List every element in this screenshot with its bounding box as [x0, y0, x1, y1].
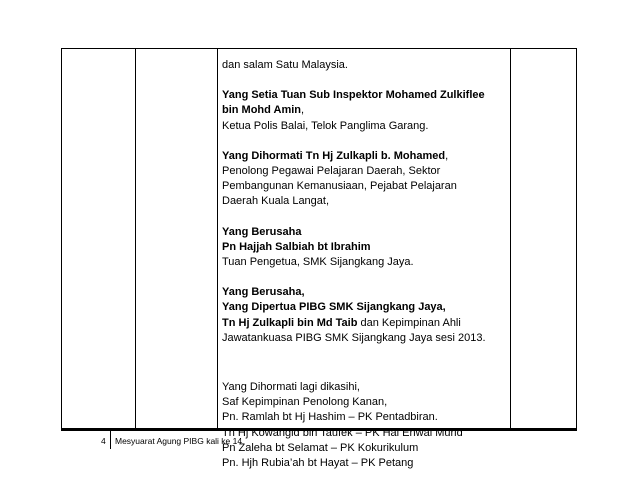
block5-line4: Tn Hj Kowangid bin Taufek – PK Hal Ehwal Murid — [222, 426, 463, 439]
block5-line2: Saf Kepimpinan Penolong Kanan, — [222, 396, 388, 409]
block1-name-suffix: , — [301, 104, 305, 117]
column-divider-1 — [135, 49, 136, 428]
column-divider-2 — [217, 49, 218, 428]
page-number: 4 — [101, 436, 106, 446]
block4-line2: Yang Dipertua PIBG SMK Sijangkang Jaya, — [222, 301, 446, 314]
block4-line1: Yang Berusaha, — [222, 286, 305, 299]
block2-name: Yang Dihormati Tn Hj Zulkapli b. Mohamed — [222, 149, 446, 162]
block1-name: bin Mohd Amin — [222, 104, 302, 117]
block5-line1: Yang Dihormati lagi dikasihi, — [222, 381, 360, 394]
block4-line3 — [222, 316, 512, 331]
block3-line3: Tuan Pengetua, SMK Sijangkang Jaya. — [222, 256, 414, 269]
speech-content-cell — [222, 58, 512, 471]
block2-name-suffix: , — [445, 149, 449, 162]
block5-line6: Pn. Hjh Rubia’ah bt Hayat – PK Petang — [222, 457, 414, 470]
block1-line3: Ketua Polis Balai, Telok Panglima Garang. — [222, 119, 429, 132]
block3-line1: Yang Berusaha — [222, 225, 302, 238]
block4-line4: Jawatankuasa PIBG SMK Sijangkang Jaya sesi 2013. — [222, 331, 486, 344]
intro-line: dan salam Satu Malaysia. — [222, 59, 348, 71]
block4-name-suffix: dan Kepimpinan Ahli — [357, 316, 461, 329]
block2-line1 — [222, 149, 512, 164]
block2-line4: Daerah Kuala Langat, — [222, 195, 330, 208]
page-footer — [61, 428, 577, 448]
block2-line2: Penolong Pegawai Pelajaran Daerah, Sektor — [222, 165, 441, 178]
block1-line1: Yang Setia Tuan Sub Inspektor Mohamed Zulkiflee — [222, 89, 485, 102]
block5-line5: Pn Zaleha bt Selamat – PK Kokurikulum — [222, 441, 419, 454]
block5-line3: Pn. Ramlah bt Hj Hashim – PK Pentadbiran. — [222, 411, 438, 424]
block2-line3: Pembangunan Kemanusiaan, Pejabat Pelajaran — [222, 180, 457, 193]
block1-line2 — [222, 103, 512, 118]
block4-name: Tn Hj Zulkapli bin Md Taib — [222, 316, 358, 329]
footer-title: Mesyuarat Agung PIBG kali ke 14 — [115, 436, 243, 446]
footer-divider — [110, 431, 111, 449]
block3-line2: Pn Hajjah Salbiah bt Ibrahim — [222, 240, 371, 253]
